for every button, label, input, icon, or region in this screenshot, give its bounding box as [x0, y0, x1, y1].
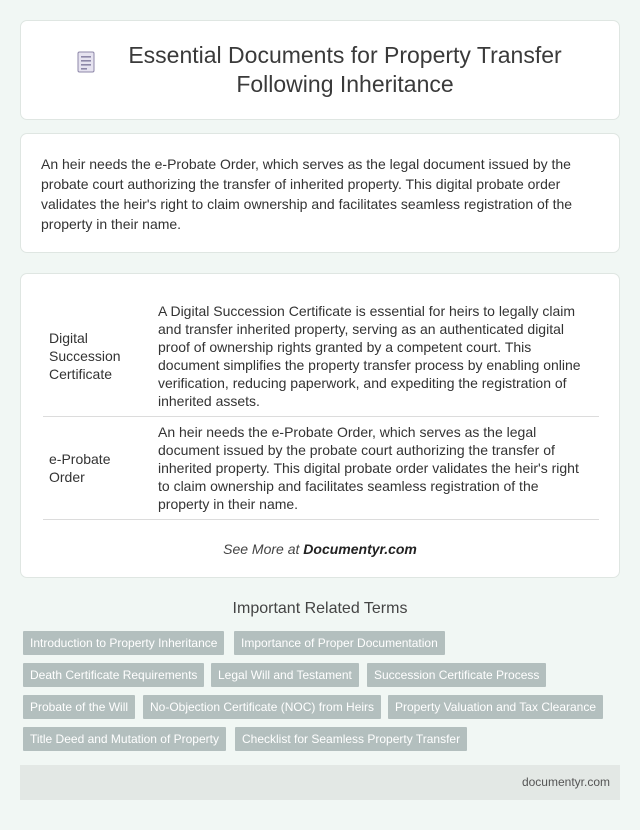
see-more-link[interactable]: [21, 541, 619, 557]
related-term-tag[interactable]: Succession Certificate Process: [367, 663, 546, 687]
title-card: [20, 20, 620, 120]
related-term-tag[interactable]: Probate of the Will: [23, 695, 135, 719]
related-term-tag[interactable]: No-Objection Certificate (NOC) from Heirs: [143, 695, 381, 719]
footer: [20, 765, 620, 800]
intro-card: [20, 133, 620, 253]
document-term: Digital Succession Certificate: [49, 330, 121, 382]
see-more-prefix: See More at: [223, 541, 304, 557]
related-term-tag[interactable]: Title Deed and Mutation of Property: [23, 727, 226, 751]
related-term-tag[interactable]: Property Valuation and Tax Clearance: [388, 695, 603, 719]
related-term-tag[interactable]: Checklist for Seamless Property Transfer: [235, 727, 467, 751]
page-title: Essential Documents for Property Transfer Following Inheritance: [128, 42, 562, 97]
related-terms-heading: Important Related Terms: [232, 600, 408, 617]
related-term-tag[interactable]: Legal Will and Testament: [211, 663, 359, 687]
intro-paragraph: An heir needs the e-Probate Order, which serves as the legal document issued by the probate court authorizing the transfer of inherited property. This digital probate order validates the heir's right to claim ownership and facilitates seamless registration of the property in their name.: [41, 156, 573, 232]
table-row: [43, 296, 599, 417]
documents-table-card: [20, 273, 620, 578]
footer-site[interactable]: documentyr.com: [521, 775, 610, 789]
document-description: A Digital Succession Certificate is essential for heirs to legally claim and transfer inherited property, serving as an authenticated digital proof of ownership rights granted by a competent court. This document simplifies the property transfer process by enabling online verification, reducing paperwork, and expediting the registration of inherited assets.: [158, 303, 581, 409]
table-row: [43, 417, 599, 520]
document-description: An heir needs the e-Probate Order, which serves as the legal document issued by the probate court authorizing the transfer of inherited property. This digital probate order validates the heir's right to claim ownership and facilitates seamless registration of the property in their name.: [158, 424, 579, 512]
document-term: e-Probate Order: [49, 451, 111, 485]
related-term-tag[interactable]: Importance of Proper Documentation: [234, 631, 445, 655]
related-term-tag[interactable]: Death Certificate Requirements: [23, 663, 204, 687]
documents-table: [43, 296, 599, 520]
see-more-site[interactable]: Documentyr.com: [303, 541, 417, 557]
related-term-tag[interactable]: Introduction to Property Inheritance: [23, 631, 224, 655]
